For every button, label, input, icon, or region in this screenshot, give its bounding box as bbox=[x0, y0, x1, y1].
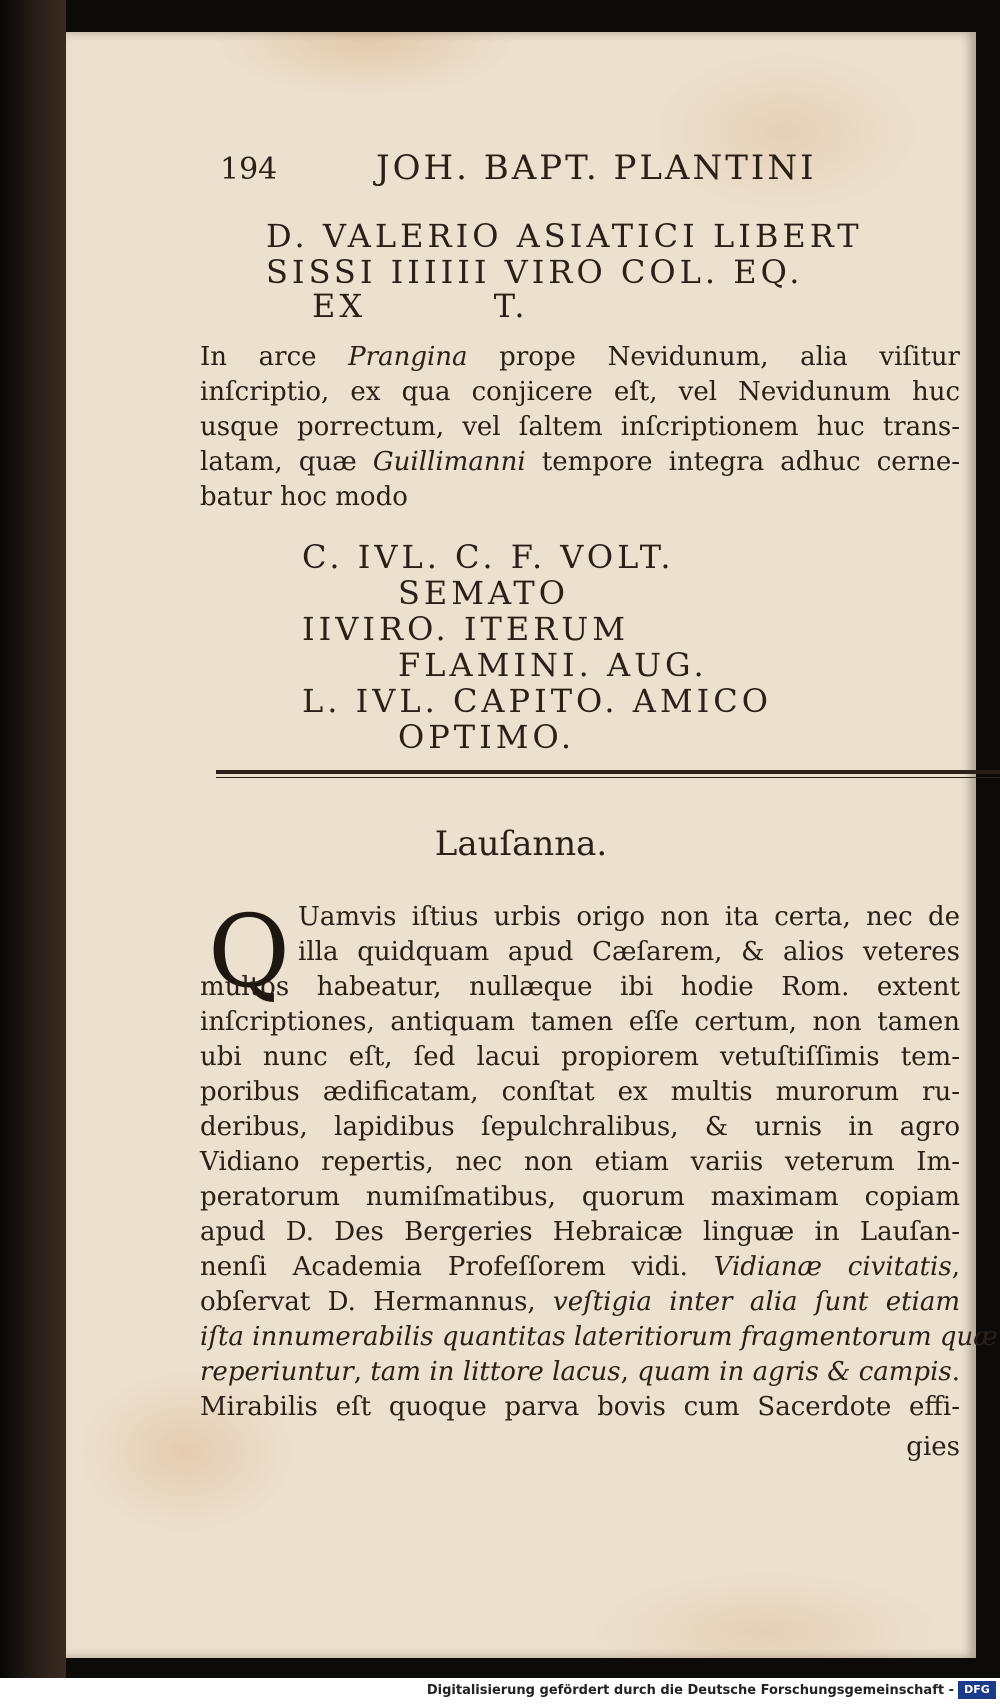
italic-segment: quam in agris & campis bbox=[637, 1357, 952, 1387]
text-segment: multos habeatur, nullæque ibi hodie Rom. extent bbox=[200, 972, 960, 1002]
text-segment: prope Nevidunum, alia viſitur bbox=[467, 342, 960, 372]
section-rule-thick bbox=[216, 770, 1000, 774]
text-line bbox=[200, 1355, 960, 1390]
italic-segment: Prangina bbox=[348, 342, 468, 372]
italic-segment: reperiuntur bbox=[200, 1357, 354, 1387]
text-line bbox=[200, 1040, 960, 1075]
paragraph-lausanna bbox=[200, 970, 998, 1425]
text-line bbox=[200, 1110, 960, 1145]
inscription-1-line-2: SISSI IIIIII VIRO COL. EQ. bbox=[266, 253, 804, 291]
running-title: JOH. BAPT. PLANTINI bbox=[376, 148, 817, 188]
digitization-footer bbox=[0, 1678, 1000, 1704]
text-line bbox=[200, 340, 960, 375]
text-segment: , bbox=[353, 1357, 371, 1387]
inscription-2-line-2: SEMATO bbox=[398, 574, 569, 612]
text-segment: tempore integra adhuc cerne- bbox=[525, 447, 960, 477]
text-segment: ubi nunc eſt, ſed lacui propiorem vetuſtiſſimis tem- bbox=[200, 1042, 960, 1072]
text-line bbox=[200, 1285, 960, 1320]
text-line bbox=[200, 480, 960, 515]
text-line bbox=[298, 900, 960, 935]
page-number: 194 bbox=[220, 152, 278, 187]
footer-credit: Digitalisierung gefördert durch die Deutsche Forschungsgemeinschaft - bbox=[426, 1683, 954, 1698]
text-segment: Uamvis iſtius urbis origo non ita certa, nec de bbox=[298, 902, 960, 932]
text-segment: inſcriptiones, antiquam tamen eſſe certum, non tamen bbox=[200, 1007, 960, 1037]
catchword: gies bbox=[906, 1432, 960, 1462]
text-line bbox=[200, 1320, 998, 1355]
inscription-1-line-1: D. VALERIO ASIATICI LIBERT bbox=[266, 217, 863, 255]
text-line bbox=[200, 1390, 960, 1425]
italic-segment: Guillimanni bbox=[372, 447, 526, 477]
text-segment: , bbox=[951, 1252, 960, 1282]
paragraph-prangina bbox=[200, 340, 960, 515]
text-line bbox=[200, 1075, 960, 1110]
text-segment: poribus ædificatam, conſtat ex multis murorum ru- bbox=[200, 1077, 960, 1107]
inscription-2-line-3: IIVIRO. ITERUM bbox=[302, 610, 629, 648]
text-line bbox=[200, 1180, 960, 1215]
text-segment: peratorum numiſmatibus, quorum maximam copiam bbox=[200, 1182, 960, 1212]
italic-segment: Vidianæ civitatis bbox=[713, 1252, 952, 1282]
catchword-block bbox=[200, 1430, 960, 1465]
text-segment: Vidiano repertis, nec non etiam variis veterum Im- bbox=[200, 1147, 960, 1177]
text-segment: In arce bbox=[200, 342, 349, 372]
text-segment: usque porrectum, vel ſaltem inſcriptionem huc trans- bbox=[200, 412, 960, 442]
inscription-1-line-3: EX T. bbox=[312, 287, 529, 325]
text-line bbox=[200, 1250, 960, 1285]
text-line bbox=[200, 410, 960, 445]
text-line bbox=[298, 935, 960, 970]
book-page bbox=[66, 32, 998, 1658]
text-segment: inſcriptio, ex qua conjicere eſt, vel Nevidunum huc bbox=[200, 377, 960, 407]
text-segment: , bbox=[620, 1357, 638, 1387]
text-segment: obſervat D. Hermannus, bbox=[200, 1287, 553, 1317]
dfg-logo: DFG bbox=[958, 1681, 996, 1699]
italic-segment: veſtigia inter alia ſunt etiam bbox=[553, 1287, 961, 1317]
text-line bbox=[200, 1215, 960, 1250]
inscription-2-line-4: FLAMINI. AUG. bbox=[398, 646, 708, 684]
text-line bbox=[200, 970, 960, 1005]
section-rule-thin bbox=[216, 777, 1000, 778]
text-segment: Mirabilis eſt quoque parva bovis cum Sacerdote effi- bbox=[200, 1392, 960, 1422]
running-header bbox=[66, 132, 976, 192]
italic-segment: tam in littore lacus bbox=[370, 1357, 621, 1387]
text-segment: illa quidquam apud Cæſarem, & alios veteres bbox=[298, 937, 960, 967]
inscription-2-line-6: OPTIMO. bbox=[398, 718, 576, 756]
text-line bbox=[200, 445, 960, 480]
text-line bbox=[200, 1005, 960, 1040]
inscription-2-line-1: C. IVL. C. F. VOLT. bbox=[302, 538, 675, 576]
text-segment: batur hoc modo bbox=[200, 482, 408, 512]
book-spine-edge bbox=[0, 0, 66, 1704]
text-segment: . bbox=[951, 1357, 960, 1387]
text-segment: deribus, lapidibus ſepulchralibus, & urnis in agro bbox=[200, 1112, 960, 1142]
text-segment: apud D. Des Bergeries Hebraicæ linguæ in Lauſan- bbox=[200, 1217, 960, 1247]
text-line bbox=[200, 375, 960, 410]
text-line bbox=[200, 1145, 960, 1180]
text-segment: nenſi Academia Profeſſorem vidi. bbox=[200, 1252, 714, 1282]
drop-cap: Q bbox=[208, 893, 290, 1010]
paragraph-lausanna-indented bbox=[298, 900, 960, 970]
italic-segment: iſta innumerabilis quantitas lateritiorum fragmentorum quæ bbox=[200, 1322, 998, 1352]
text-segment: latam, quæ bbox=[200, 447, 373, 477]
section-heading: Lauſanna. bbox=[434, 824, 608, 864]
inscription-2-line-5: L. IVL. CAPITO. AMICO bbox=[302, 682, 772, 720]
